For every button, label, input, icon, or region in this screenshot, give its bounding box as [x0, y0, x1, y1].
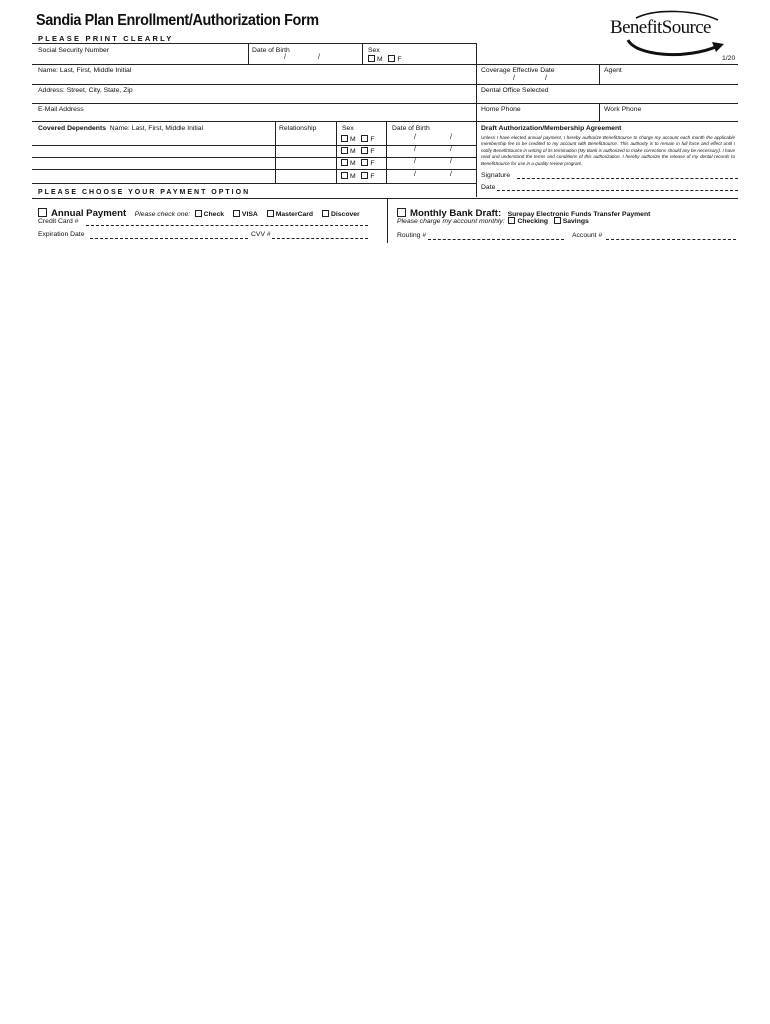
- account-line[interactable]: [606, 239, 736, 240]
- dental-office-field[interactable]: Dental Office Selected: [481, 87, 549, 94]
- dob-slash: /: [414, 158, 416, 165]
- female-label: F: [370, 148, 375, 155]
- rule-row: [32, 121, 738, 122]
- male-label: M: [350, 136, 356, 143]
- print-clearly-instruction: PLEASE PRINT CLEARLY: [38, 34, 174, 43]
- monthly-draft-checkbox[interactable]: [397, 208, 406, 217]
- check-option: [195, 211, 224, 218]
- credit-card-label: Credit Card #: [38, 218, 79, 225]
- signature-label: Signature: [481, 172, 511, 179]
- savings-checkbox[interactable]: [554, 217, 561, 224]
- rule-row: [32, 64, 738, 65]
- rule-row: [32, 103, 738, 104]
- checking-checkbox[interactable]: [508, 217, 515, 224]
- coverage-date-label[interactable]: Coverage Effective Date: [481, 67, 555, 74]
- date-line[interactable]: [497, 190, 738, 191]
- male-label: M: [377, 56, 383, 63]
- dependent-row: [341, 147, 375, 155]
- rule-divider: [386, 121, 387, 183]
- payment-option-header: PLEASE CHOOSE YOUR PAYMENT OPTION: [38, 189, 251, 196]
- dob-slash: /: [414, 146, 416, 153]
- male-checkbox[interactable]: [341, 159, 348, 166]
- cvv-label: CVV #: [251, 231, 271, 238]
- dob-slash: /: [284, 54, 286, 61]
- rule-top: [32, 43, 476, 44]
- female-label: F: [397, 56, 402, 63]
- discover-option: [322, 211, 360, 218]
- rule-divider: [599, 103, 600, 121]
- dob-slash: /: [414, 171, 416, 178]
- email-field[interactable]: E-Mail Address: [38, 106, 84, 113]
- male-checkbox[interactable]: [341, 135, 348, 142]
- dob-slash: /: [450, 134, 452, 141]
- dob-slash: /: [414, 134, 416, 141]
- form-title: Sandia Plan Enrollment/Authorization Form: [36, 12, 319, 29]
- ssn-field[interactable]: Social Security Number: [38, 47, 110, 54]
- agreement-text: Unless I have elected annual payment, I hereby authorize BenefitSource to charge my account each month the applicable membership fee to be credited to my account with BenefitSource. This authority is to remain in full force and effect until I notify BenefitSource in writing of its termination (My Bank is authorized to make corrections should any be necessary). I have read and understand the terms and conditions of this authorization. I hereby authorize the release of my dental records to BenefitSource for use in a quality review program.: [481, 135, 735, 166]
- rule-divider: [362, 43, 363, 64]
- dependents-sex-header: Sex: [342, 125, 354, 132]
- sex-options: [368, 55, 402, 63]
- expiration-label: Expiration Date: [38, 231, 85, 238]
- savings-label: Savings: [562, 218, 589, 225]
- work-phone-field[interactable]: Work Phone: [604, 106, 642, 113]
- female-label: F: [370, 173, 375, 180]
- logo-text: BenefitSource: [610, 17, 711, 38]
- discover-label: Discover: [330, 211, 360, 218]
- dependents-header-bold: Covered Dependents: [38, 125, 106, 132]
- female-label: F: [370, 136, 375, 143]
- female-checkbox[interactable]: [361, 172, 368, 179]
- female-label: F: [370, 160, 375, 167]
- dob-label: Date of Birth: [252, 47, 290, 54]
- rule-divider: [599, 64, 600, 84]
- annual-payment-label: Annual Payment: [51, 208, 127, 219]
- payment-divider: [387, 198, 388, 243]
- discover-checkbox[interactable]: [322, 210, 329, 217]
- home-phone-field[interactable]: Home Phone: [481, 106, 521, 113]
- rule-divider: [275, 121, 276, 183]
- dependents-dob-header: Date of Birth: [392, 125, 430, 132]
- routing-label: Routing #: [397, 232, 427, 239]
- female-checkbox[interactable]: [388, 55, 395, 62]
- dob-slash: /: [450, 171, 452, 178]
- mastercard-checkbox[interactable]: [267, 210, 274, 217]
- payment-rule: [32, 198, 738, 199]
- dependent-row-rule: [32, 183, 476, 184]
- routing-line[interactable]: [428, 239, 564, 240]
- annual-payment-option: [38, 203, 360, 221]
- female-checkbox[interactable]: [361, 147, 368, 154]
- sex-label: Sex: [368, 47, 380, 54]
- female-checkbox[interactable]: [361, 135, 368, 142]
- checking-option: [508, 218, 548, 225]
- relationship-header: Relationship: [279, 125, 317, 132]
- check-checkbox[interactable]: [195, 210, 202, 217]
- cvv-line[interactable]: [272, 238, 368, 239]
- visa-checkbox[interactable]: [233, 210, 240, 217]
- surepay-label: Surepay Electronic Funds Transfer Payment: [507, 211, 651, 218]
- dob-slash: /: [450, 158, 452, 165]
- address-field[interactable]: Address: Street, City, State, Zip: [38, 87, 133, 94]
- male-checkbox[interactable]: [368, 55, 375, 62]
- male-label: M: [350, 173, 356, 180]
- dependents-header: [38, 125, 203, 133]
- mastercard-label: MasterCard: [275, 211, 314, 218]
- name-field[interactable]: Name: Last, First, Middle Initial: [38, 67, 132, 74]
- checking-label: Checking: [517, 218, 549, 225]
- agreement-title: Draft Authorization/Membership Agreement: [481, 125, 622, 132]
- mastercard-option: [267, 211, 313, 218]
- male-checkbox[interactable]: [341, 172, 348, 179]
- rule-divider: [248, 43, 249, 64]
- coverage-slash: /: [513, 75, 515, 82]
- male-checkbox[interactable]: [341, 147, 348, 154]
- dependents-header-name: Name: Last, First, Middle Initial: [109, 125, 204, 132]
- coverage-slash: /: [545, 75, 547, 82]
- benefitsource-logo: [606, 10, 738, 58]
- dob-slash: /: [318, 54, 320, 61]
- dependent-row-rule: [32, 169, 476, 170]
- dependent-row-rule: [32, 157, 476, 158]
- account-label: Account #: [572, 232, 603, 239]
- check-one-instruction: Please check one:: [134, 211, 191, 218]
- credit-card-line[interactable]: [86, 225, 368, 226]
- male-label: M: [350, 160, 356, 167]
- rule-divider: [336, 121, 337, 183]
- rule-row: [32, 84, 738, 85]
- check-label: Check: [203, 211, 225, 218]
- form-version: 1/20: [722, 55, 736, 62]
- dob-slash: /: [450, 146, 452, 153]
- dependent-row: [341, 159, 375, 167]
- visa-label: VISA: [241, 211, 258, 218]
- female-checkbox[interactable]: [361, 159, 368, 166]
- signature-line[interactable]: [517, 178, 738, 179]
- male-label: M: [350, 148, 356, 155]
- agent-field[interactable]: Agent: [604, 67, 622, 74]
- charge-account-row: [397, 217, 589, 226]
- dependent-row: [341, 172, 375, 180]
- visa-option: [233, 211, 258, 218]
- dependent-row: [341, 135, 375, 143]
- charge-account-instruction: Please charge my account monthly:: [397, 218, 505, 225]
- monthly-draft-label: Monthly Bank Draft:: [410, 208, 502, 219]
- expiration-line[interactable]: [90, 238, 248, 239]
- savings-option: [554, 218, 589, 225]
- date-label: Date: [481, 184, 496, 191]
- dependent-row-rule: [32, 145, 476, 146]
- annual-payment-checkbox[interactable]: [38, 208, 47, 217]
- rule-divider: [476, 43, 477, 197]
